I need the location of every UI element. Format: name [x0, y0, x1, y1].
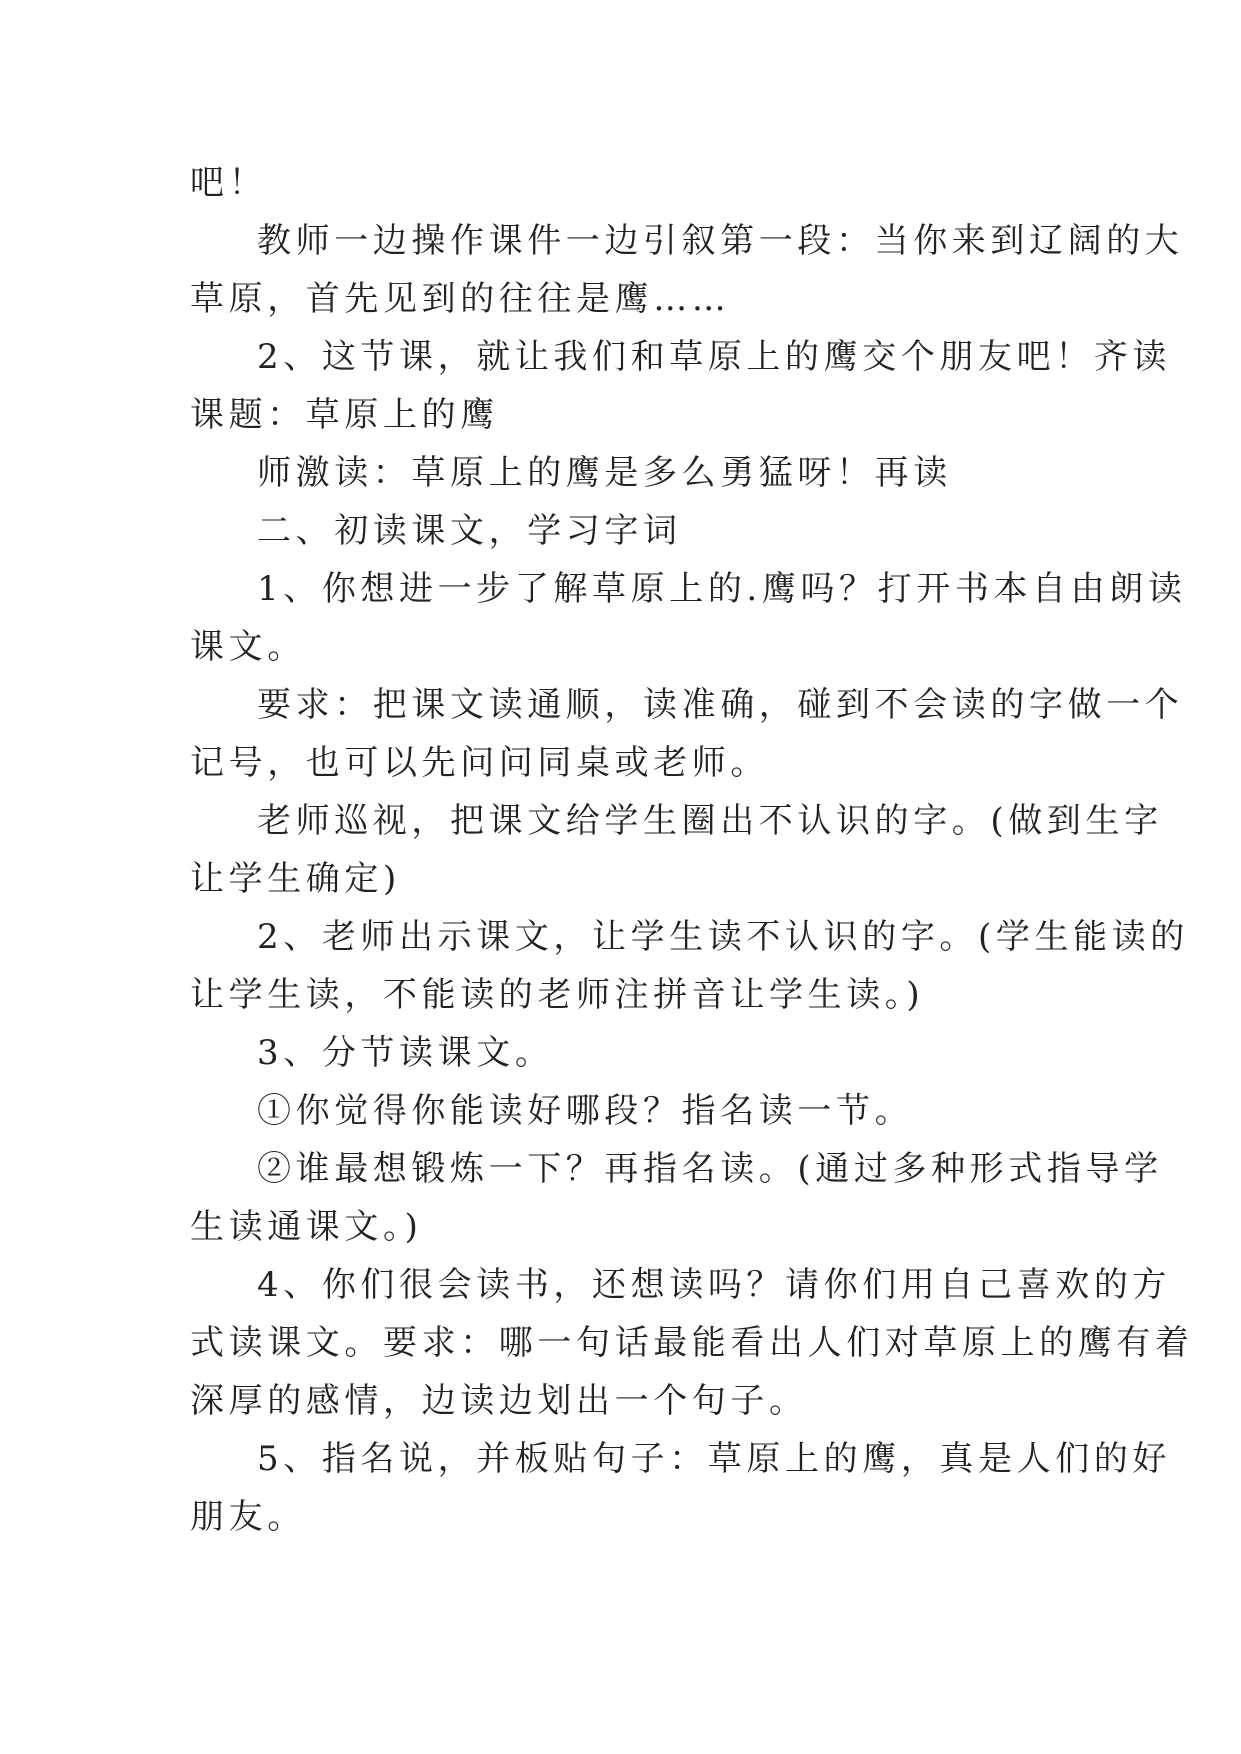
text-line: 课文。 [190, 627, 306, 667]
text-line: 记号，也可以先问问同桌或老师。 [190, 743, 769, 783]
paragraph-line: 5、指名说，并板贴句子：草原上的鹰，真是人们的好 [257, 1439, 1172, 1479]
paragraph-line: 1、你想进一步了解草原上的.鹰吗？打开书本自由朗读 [257, 569, 1187, 609]
text-line: 让学生确定) [190, 859, 401, 899]
text-line: 深厚的感情，边读边划出一个句子。 [190, 1381, 808, 1421]
text-line: 让学生读，不能读的老师注拼音让学生读。) [190, 975, 925, 1015]
paragraph-line: ②谁最想锻炼一下？再指名读。(通过多种形式指导学 [257, 1149, 1163, 1189]
paragraph-line: 教师一边操作课件一边引叙第一段：当你来到辽阔的大 [257, 221, 1184, 261]
text-line: 朋友。 [190, 1497, 306, 1537]
paragraph-line: 要求：把课文读通顺，读准确，碰到不会读的字做一个 [257, 685, 1184, 725]
section-heading: 二、初读课文，学习字词 [257, 511, 682, 551]
text-line: 课题：草原上的鹰 [190, 395, 499, 435]
paragraph-line: 2、这节课，就让我们和草原上的鹰交个朋友吧！齐读 [257, 337, 1172, 377]
paragraph-line: ①你觉得你能读好哪段？指名读一节。 [257, 1091, 914, 1131]
paragraph-line: 师激读：草原上的鹰是多么勇猛呀！再读 [257, 453, 952, 493]
paragraph-line: 3、分节读课文。 [257, 1033, 554, 1073]
paragraph-line: 2、老师出示课文，让学生读不认识的字。(学生能读的 [257, 917, 1189, 957]
paragraph-line: 4、你们很会读书，还想读吗？请你们用自己喜欢的方 [257, 1265, 1172, 1305]
text-line: 吧！ [190, 163, 268, 203]
paragraph-line: 老师巡视，把课文给学生圈出不认识的字。(做到生字 [257, 801, 1163, 841]
text-line: 草原，首先见到的往往是鹰…… [190, 279, 731, 319]
text-line: 式读课文。要求：哪一句话最能看出人们对草原上的鹰有着 [190, 1323, 1194, 1363]
text-line: 生读通课文。) [190, 1207, 423, 1247]
